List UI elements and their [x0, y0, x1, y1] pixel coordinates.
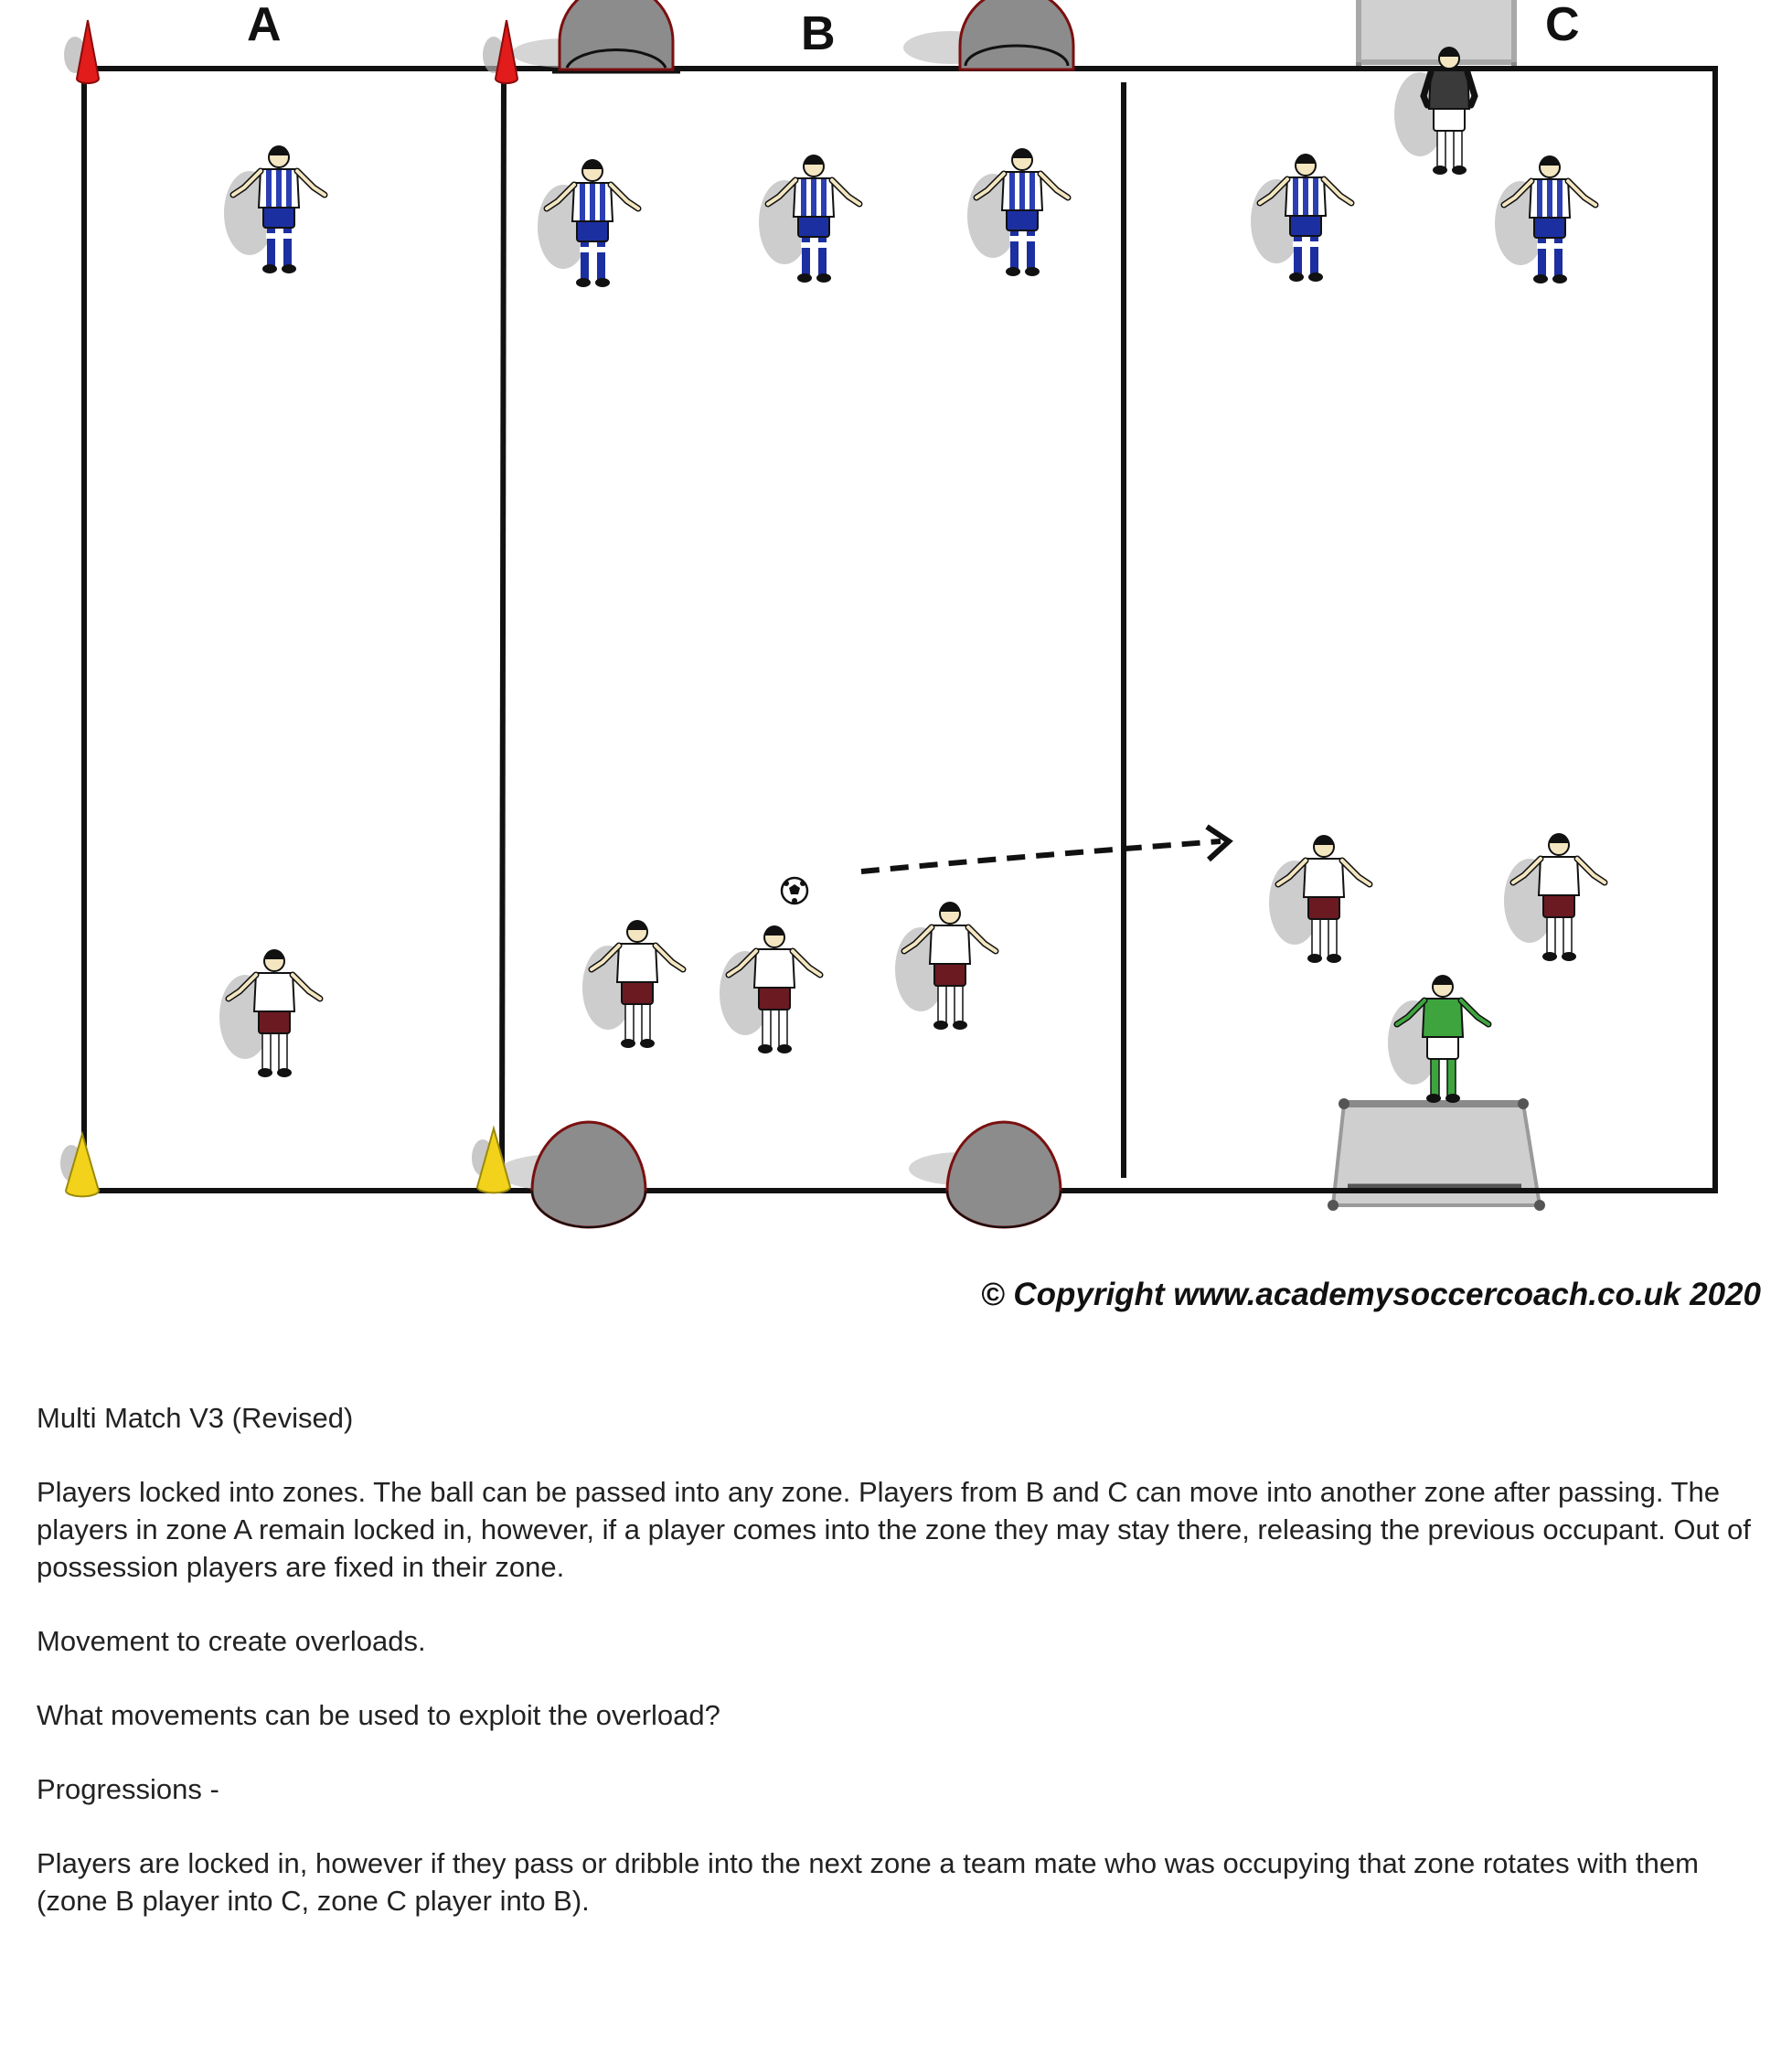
pass-arrow: [861, 827, 1229, 871]
zone-label-b: B: [801, 7, 836, 60]
pitch: [84, 69, 1715, 1191]
white-player: [219, 949, 320, 1077]
blue-player: [1495, 155, 1595, 283]
notes-title: Multi Match V3 (Revised): [37, 1402, 354, 1434]
white-player: [1504, 833, 1605, 961]
notes-paragraph: What movements can be used to exploit the overload?: [37, 1699, 720, 1731]
blue-player: [1251, 154, 1351, 282]
bottom-goal: [1328, 1098, 1545, 1211]
top-goal: [1359, 0, 1514, 70]
cone-red-1: [64, 20, 99, 83]
goalkeeper-green: [1388, 975, 1488, 1103]
mini-goal-bottom-right: [909, 1122, 1061, 1227]
cone-yellow-1: [60, 1134, 99, 1196]
notes-paragraph: Progressions -: [37, 1773, 219, 1805]
ball-icon: [782, 878, 807, 904]
zone-label-c: C: [1545, 0, 1580, 51]
blue-player: [224, 145, 325, 273]
mini-goal-top-left: [512, 0, 680, 72]
white-player: [720, 925, 820, 1053]
notes-paragraph: Players locked into zones. The ball can be passed into any zone. Players from B and C can move into another zone after passing. The players in zone A remain locked in, however, if a player comes into the zone they may stay there, releasing the previous occupant. Out of possession players are fixed in their zone.: [37, 1476, 1751, 1583]
copyright-notice: © Copyright www.academysoccercoach.co.uk 2020: [980, 1277, 1761, 1312]
white-player: [582, 920, 683, 1048]
notes-paragraph: Players are locked in, however if they pass or dribble into the next zone a team mate who was occupying that zone rotates with them (zone B player into C, zone C player into B).: [37, 1847, 1699, 1917]
notes-paragraph: Movement to create overloads.: [37, 1625, 426, 1657]
blue-player: [967, 148, 1068, 276]
blue-player: [759, 155, 859, 283]
zone-divider-ab: [502, 69, 504, 1191]
blue-player: [538, 159, 638, 287]
cone-red-2: [483, 20, 517, 83]
white-player: [895, 902, 996, 1030]
mini-goal-bottom-left: [497, 1122, 645, 1227]
zone-label-a: A: [247, 0, 282, 51]
mini-goal-top-right: [903, 0, 1073, 70]
session-notes: [37, 1399, 1755, 1956]
white-player: [1269, 835, 1370, 963]
